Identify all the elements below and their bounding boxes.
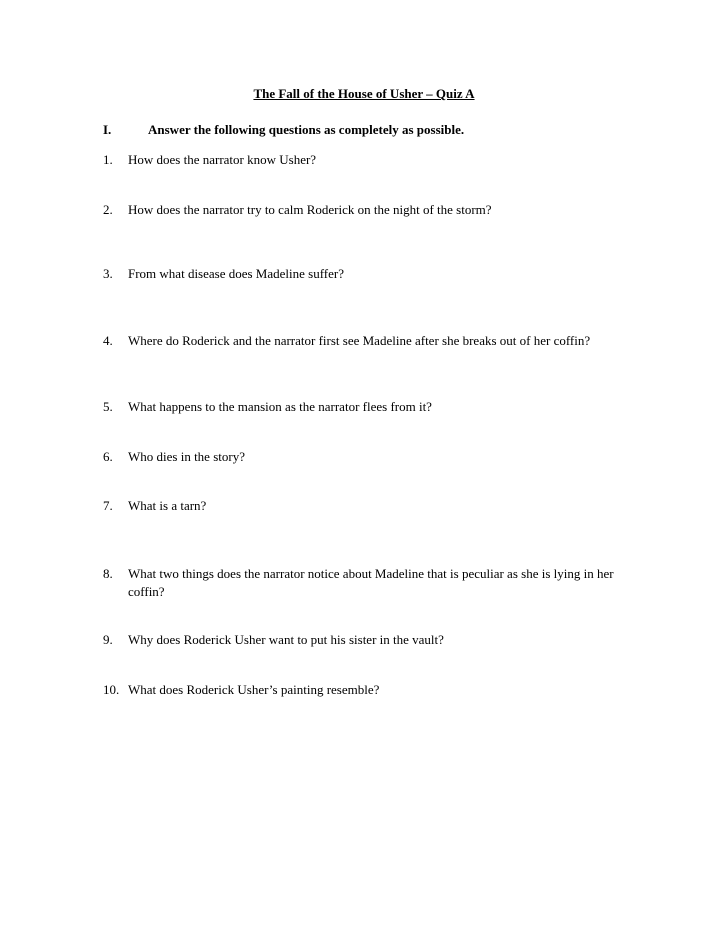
question-text: How does the narrator try to calm Roderick on the night of the storm?: [128, 202, 492, 217]
question-1: [103, 151, 623, 169]
question-number: 1.: [103, 152, 113, 167]
question-text: What two things does the narrator notice about Madeline that is peculiar as she is lying in her coffin?: [128, 566, 614, 599]
question-number: 10.: [103, 682, 120, 697]
question-4: [103, 332, 623, 350]
question-text: What does Roderick Usher’s painting resemble?: [128, 682, 380, 697]
question-number: 8.: [103, 566, 113, 581]
question-number: 6.: [103, 449, 113, 464]
question-3: [103, 265, 623, 283]
section-heading: [103, 122, 464, 138]
question-text: Why does Roderick Usher want to put his sister in the vault?: [128, 632, 444, 647]
question-text: How does the narrator know Usher?: [128, 152, 317, 167]
question-text: Who dies in the story?: [128, 449, 245, 464]
question-text: What happens to the mansion as the narrator flees from it?: [128, 399, 432, 414]
question-text: Where do Roderick and the narrator first see Madeline after she breaks out of her coffin?: [128, 333, 591, 348]
question-text: What is a tarn?: [128, 498, 207, 513]
question-number: 9.: [103, 632, 113, 647]
question-number: 3.: [103, 266, 113, 281]
question-text: From what disease does Madeline suffer?: [128, 266, 345, 281]
question-number: 7.: [103, 498, 113, 513]
question-6: [103, 448, 623, 466]
question-7: [103, 497, 623, 515]
question-number: 2.: [103, 202, 113, 217]
question-number: 4.: [103, 333, 113, 348]
question-10: [103, 681, 623, 699]
question-5: [103, 398, 623, 416]
question-8: [103, 565, 623, 601]
question-2: [103, 201, 623, 219]
section-numeral: I.: [103, 122, 112, 137]
question-number: 5.: [103, 399, 113, 414]
question-9: [103, 631, 623, 649]
quiz-title: The Fall of the House of Usher – Quiz A: [253, 86, 475, 101]
section-instruction: Answer the following questions as completely as possible.: [148, 122, 465, 137]
